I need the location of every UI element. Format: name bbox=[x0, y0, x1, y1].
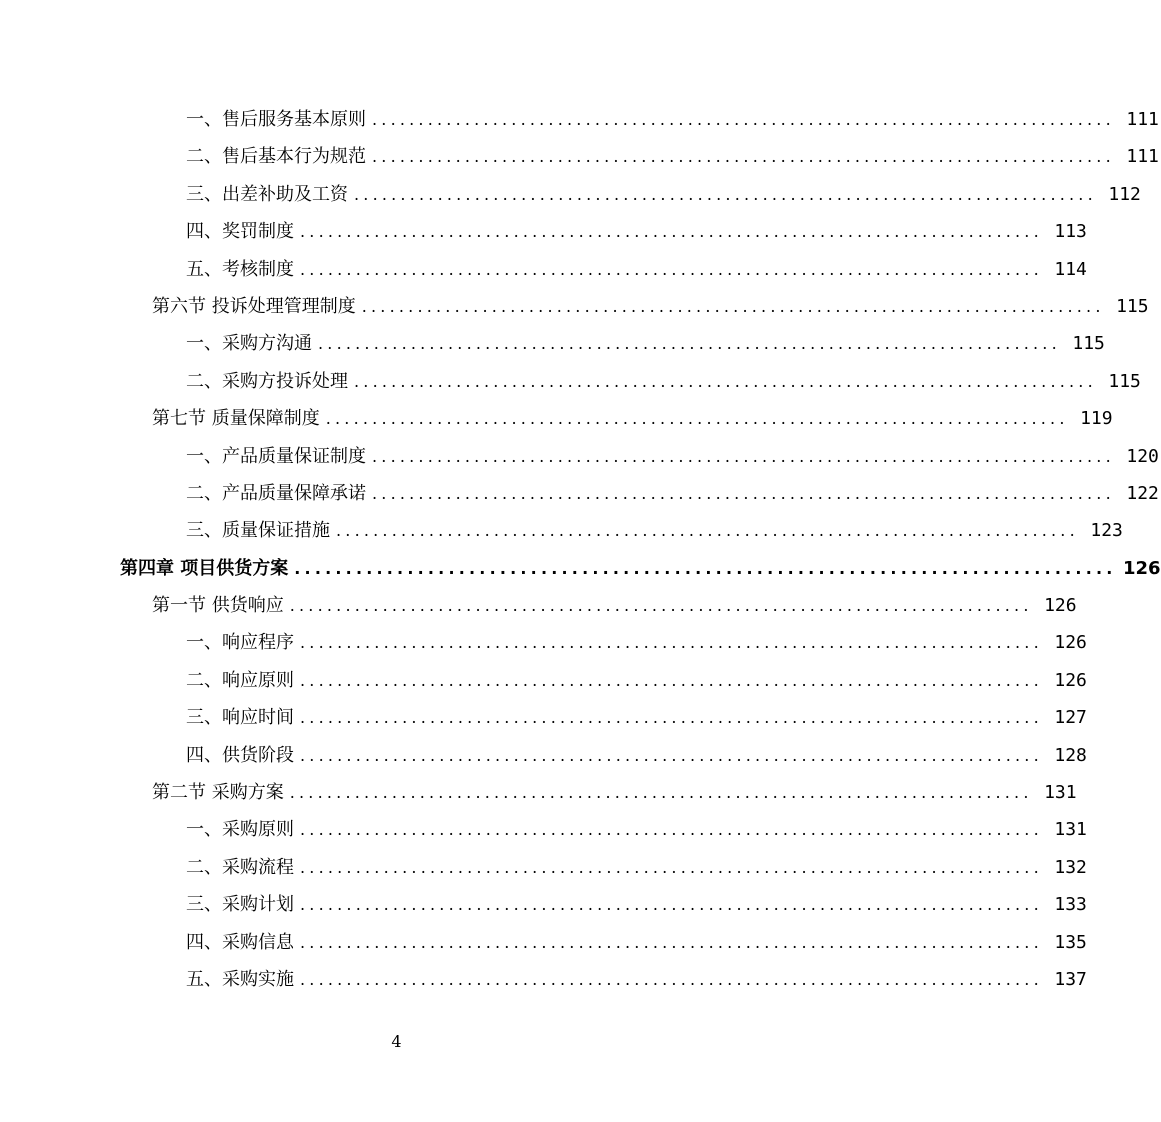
toc-entry-title: 四、供货阶段 bbox=[186, 744, 294, 766]
toc-subsection-entry[interactable] bbox=[0, 699, 1087, 736]
toc-entry-page: 126 bbox=[1044, 595, 1077, 617]
toc-subsection-entry[interactable] bbox=[0, 438, 1159, 475]
toc-entry-page: 123 bbox=[1090, 520, 1123, 542]
dot-leader: ................................................................................ bbox=[294, 558, 1117, 578]
toc-subsection-entry[interactable] bbox=[0, 737, 1087, 774]
toc-section-entry[interactable] bbox=[0, 400, 1113, 437]
toc-subsection-entry[interactable] bbox=[0, 475, 1159, 512]
dot-leader: ................................................................................ bbox=[354, 184, 1097, 204]
toc-subsection-entry[interactable] bbox=[0, 363, 1141, 400]
toc-subsection-entry[interactable] bbox=[0, 251, 1087, 288]
toc-entry-title: 三、出差补助及工资 bbox=[186, 183, 348, 205]
dot-leader: ................................................................................ bbox=[289, 596, 1033, 616]
toc-subsection-entry[interactable] bbox=[0, 101, 1159, 138]
toc-entry-title: 二、采购流程 bbox=[186, 856, 294, 878]
toc-entry-title: 二、采购方投诉处理 bbox=[186, 370, 348, 392]
dot-leader: ................................................................................ bbox=[300, 670, 1043, 690]
dot-leader: ................................................................................ bbox=[372, 110, 1115, 129]
toc-entry-title: 一、响应程序 bbox=[186, 632, 294, 654]
toc-entry-page: 114 bbox=[1054, 258, 1087, 280]
toc-subsection-entry[interactable] bbox=[0, 811, 1087, 848]
toc-subsection-entry[interactable] bbox=[0, 176, 1141, 213]
page-number: 4 bbox=[391, 1032, 402, 1051]
toc-entry-title: 一、售后服务基本原则 bbox=[186, 109, 366, 130]
dot-leader: ................................................................................ bbox=[336, 521, 1079, 541]
toc-entry-page: 133 bbox=[1054, 894, 1087, 916]
dot-leader: ................................................................................ bbox=[318, 334, 1061, 354]
dot-leader: ................................................................................ bbox=[300, 932, 1043, 952]
toc-entry-page: 126 bbox=[1122, 557, 1161, 579]
toc-entry-page: 119 bbox=[1080, 408, 1113, 430]
toc-entry-title: 第七节 质量保障制度 bbox=[152, 408, 320, 430]
toc-entry-page: 132 bbox=[1054, 856, 1087, 878]
toc-subsection-entry[interactable] bbox=[0, 886, 1087, 923]
toc-entry-title: 三、响应时间 bbox=[186, 707, 294, 729]
toc-entry-title: 第二节 采购方案 bbox=[152, 782, 284, 804]
toc-entry-page: 135 bbox=[1054, 931, 1087, 953]
toc-entry-title: 三、采购计划 bbox=[186, 894, 294, 916]
toc-subsection-entry[interactable] bbox=[0, 624, 1087, 661]
toc-section-entry[interactable] bbox=[0, 288, 1149, 325]
toc-subsection-entry[interactable] bbox=[0, 961, 1087, 998]
toc-entry-title: 五、考核制度 bbox=[186, 258, 294, 280]
toc-entry-page: 113 bbox=[1054, 221, 1087, 243]
toc-subsection-entry[interactable] bbox=[0, 512, 1123, 549]
toc-entry-title: 四、奖罚制度 bbox=[186, 221, 294, 243]
toc-entry-title: 一、采购方沟通 bbox=[186, 333, 312, 355]
toc-subsection-entry[interactable] bbox=[0, 325, 1105, 362]
toc-entry-page: 111 bbox=[1126, 146, 1159, 168]
dot-leader: ................................................................................ bbox=[300, 222, 1043, 242]
toc-entry-title: 第一节 供货响应 bbox=[152, 595, 284, 617]
toc-entry-page: 112 bbox=[1108, 183, 1141, 205]
toc-subsection-entry[interactable] bbox=[0, 213, 1087, 250]
dot-leader: ................................................................................ bbox=[372, 483, 1115, 503]
toc-entry-page: 128 bbox=[1054, 744, 1087, 766]
toc-entry-title: 三、质量保证措施 bbox=[186, 520, 330, 542]
toc-entry-page: 115 bbox=[1108, 370, 1141, 392]
dot-leader: ................................................................................ bbox=[300, 820, 1043, 840]
dot-leader: ................................................................................ bbox=[372, 147, 1115, 167]
toc-entry-page: 131 bbox=[1054, 819, 1087, 841]
dot-leader: ................................................................................ bbox=[300, 857, 1043, 877]
toc-entry-title: 第六节 投诉处理管理制度 bbox=[152, 295, 356, 317]
dot-leader: ................................................................................ bbox=[300, 633, 1043, 653]
toc-entry-title: 五、采购实施 bbox=[186, 968, 294, 990]
toc-entry-title: 四、采购信息 bbox=[186, 931, 294, 953]
dot-leader: ................................................................................ bbox=[354, 371, 1097, 391]
dot-leader: ................................................................................ bbox=[372, 446, 1115, 466]
dot-leader: ................................................................................ bbox=[300, 745, 1043, 765]
toc-entry-page: 115 bbox=[1072, 333, 1105, 355]
toc-entry-page: 120 bbox=[1126, 445, 1159, 467]
toc-entry-title: 二、售后基本行为规范 bbox=[186, 146, 366, 168]
toc-entry-title: 一、采购原则 bbox=[186, 819, 294, 841]
toc-entry-page: 137 bbox=[1054, 968, 1087, 990]
toc-entry-page: 122 bbox=[1126, 482, 1159, 504]
toc-subsection-entry[interactable] bbox=[0, 924, 1087, 961]
dot-leader: ................................................................................ bbox=[325, 409, 1069, 429]
toc-subsection-entry[interactable] bbox=[0, 138, 1159, 175]
dot-leader: ................................................................................ bbox=[300, 259, 1043, 279]
toc-entry-title: 一、产品质量保证制度 bbox=[186, 445, 366, 467]
toc-entry-title: 第四章 项目供货方案 bbox=[120, 557, 289, 579]
toc-subsection-entry[interactable] bbox=[0, 849, 1087, 886]
toc-section-entry[interactable] bbox=[0, 774, 1077, 811]
toc-entry-page: 115 bbox=[1116, 295, 1149, 317]
toc-entry-title: 二、响应原则 bbox=[186, 669, 294, 691]
dot-leader: ................................................................................ bbox=[300, 969, 1043, 989]
toc-entry-page: 131 bbox=[1044, 782, 1077, 804]
table-of-contents bbox=[0, 101, 1161, 998]
toc-chapter-entry[interactable] bbox=[0, 550, 1161, 587]
toc-subsection-entry[interactable] bbox=[0, 662, 1087, 699]
toc-entry-page: 111 bbox=[1126, 109, 1159, 130]
toc-entry-page: 127 bbox=[1054, 707, 1087, 729]
toc-entry-title: 二、产品质量保障承诺 bbox=[186, 482, 366, 504]
dot-leader: ................................................................................ bbox=[300, 708, 1043, 728]
dot-leader: ................................................................................ bbox=[300, 895, 1043, 915]
dot-leader: ................................................................................ bbox=[289, 783, 1033, 803]
dot-leader: ................................................................................ bbox=[361, 296, 1105, 316]
toc-section-entry[interactable] bbox=[0, 587, 1077, 624]
toc-entry-page: 126 bbox=[1054, 632, 1087, 654]
toc-entry-page: 126 bbox=[1054, 669, 1087, 691]
